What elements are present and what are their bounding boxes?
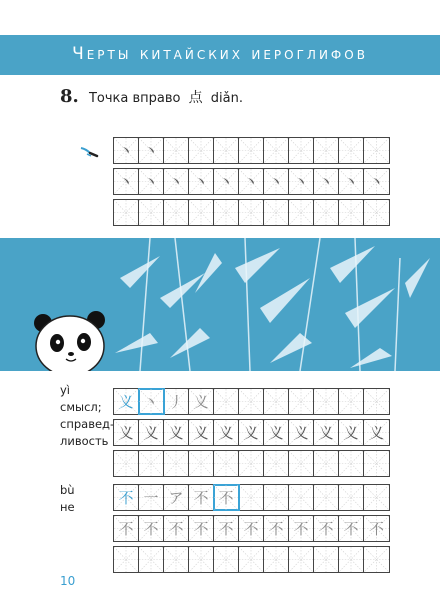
stroke-direction-icon xyxy=(78,144,100,158)
practice-cell xyxy=(114,516,139,541)
practice-cell xyxy=(114,169,139,194)
practice-cell xyxy=(339,547,364,572)
practice-cell xyxy=(289,516,314,541)
practice-cell xyxy=(214,516,239,541)
practice-cell xyxy=(164,516,189,541)
practice-glyph: 不 xyxy=(193,520,209,538)
practice-cell xyxy=(139,389,164,414)
practice-glyph: 不 xyxy=(118,489,134,507)
practice-glyph: 义 xyxy=(293,424,309,442)
practice-glyph: 义 xyxy=(343,424,359,442)
practice-cell xyxy=(139,516,164,541)
practice-cell xyxy=(164,451,189,476)
practice-cell xyxy=(114,485,139,510)
practice-cell xyxy=(339,200,364,225)
practice-cell xyxy=(364,389,389,414)
practice-cell xyxy=(264,169,289,194)
practice-grid-dot-row-1 xyxy=(113,137,390,164)
practice-glyph: 不 xyxy=(318,520,334,538)
practice-glyph: 义 xyxy=(318,424,334,442)
practice-cell xyxy=(214,200,239,225)
practice-cell xyxy=(289,547,314,572)
practice-cell xyxy=(164,420,189,445)
practice-glyph: 丶 xyxy=(193,173,209,191)
practice-cell xyxy=(289,451,314,476)
practice-glyph: 不 xyxy=(118,520,134,538)
page-title: Черты китайских иероглифов xyxy=(72,44,368,64)
practice-cell xyxy=(314,485,339,510)
lesson-text: Точка вправо xyxy=(88,91,181,106)
practice-cell xyxy=(139,200,164,225)
practice-cell xyxy=(264,389,289,414)
practice-cell xyxy=(189,138,214,163)
practice-cell xyxy=(264,451,289,476)
word-meaning: смысл; xyxy=(60,400,102,414)
practice-cell xyxy=(239,200,264,225)
practice-glyph: 不 xyxy=(243,520,259,538)
practice-glyph: 一 xyxy=(143,489,159,507)
practice-glyph: 义 xyxy=(218,424,234,442)
practice-cell xyxy=(189,547,214,572)
practice-cell xyxy=(314,451,339,476)
practice-cell xyxy=(314,516,339,541)
practice-glyph: 丶 xyxy=(143,173,159,191)
practice-grid-yi-row-2 xyxy=(113,419,390,446)
practice-cell xyxy=(339,138,364,163)
practice-cell xyxy=(164,485,189,510)
practice-cell xyxy=(164,547,189,572)
practice-cell xyxy=(214,420,239,445)
practice-glyph: 不 xyxy=(368,520,384,538)
practice-cell xyxy=(139,138,164,163)
practice-cell xyxy=(139,547,164,572)
practice-glyph: 义 xyxy=(143,424,159,442)
lesson-hanzi: 点 xyxy=(188,90,203,106)
practice-cell xyxy=(314,138,339,163)
practice-cell xyxy=(239,420,264,445)
lesson-heading xyxy=(60,86,243,107)
practice-cell xyxy=(114,200,139,225)
practice-cell xyxy=(214,138,239,163)
practice-cell xyxy=(239,547,264,572)
practice-glyph: 丶 xyxy=(268,173,284,191)
practice-cell xyxy=(189,451,214,476)
lesson-pinyin: diǎn. xyxy=(210,91,243,106)
practice-glyph: 义 xyxy=(268,424,284,442)
practice-grid-bu-row-2 xyxy=(113,515,390,542)
practice-grid-dot-row-2 xyxy=(113,168,390,195)
practice-glyph: ア xyxy=(168,489,184,507)
practice-cell xyxy=(239,485,264,510)
title-banner xyxy=(0,35,440,75)
practice-cell xyxy=(239,451,264,476)
practice-cell xyxy=(164,389,189,414)
practice-glyph: 义 xyxy=(193,424,209,442)
practice-cell xyxy=(214,451,239,476)
panda-bamboo-illustration xyxy=(0,238,440,371)
practice-cell xyxy=(314,547,339,572)
practice-glyph: 丶 xyxy=(143,142,159,160)
practice-glyph: 丶 xyxy=(318,173,334,191)
practice-cell xyxy=(214,485,239,510)
practice-cell xyxy=(339,516,364,541)
practice-cell xyxy=(364,420,389,445)
word-pinyin: bù xyxy=(60,483,75,497)
practice-cell xyxy=(364,451,389,476)
practice-glyph: 丶 xyxy=(118,142,134,160)
practice-glyph: 不 xyxy=(168,520,184,538)
practice-glyph: 丶 xyxy=(218,173,234,191)
word-label-yi xyxy=(60,382,114,450)
word-pinyin: yì xyxy=(60,383,71,397)
practice-cell xyxy=(264,547,289,572)
practice-cell xyxy=(139,420,164,445)
practice-cell xyxy=(364,516,389,541)
practice-cell xyxy=(189,485,214,510)
practice-cell xyxy=(314,169,339,194)
practice-cell xyxy=(289,200,314,225)
practice-cell xyxy=(364,200,389,225)
practice-glyph: 义 xyxy=(118,424,134,442)
practice-cell xyxy=(139,451,164,476)
practice-cell xyxy=(239,169,264,194)
practice-cell xyxy=(239,138,264,163)
practice-cell xyxy=(339,420,364,445)
practice-glyph: 不 xyxy=(218,489,234,507)
practice-cell xyxy=(164,200,189,225)
practice-cell xyxy=(314,420,339,445)
practice-cell xyxy=(289,389,314,414)
practice-cell xyxy=(114,389,139,414)
practice-glyph: 义 xyxy=(243,424,259,442)
practice-glyph: 不 xyxy=(193,489,209,507)
page-number: 10 xyxy=(60,574,76,588)
word-label-bu xyxy=(60,482,75,516)
practice-cell xyxy=(164,169,189,194)
practice-cell xyxy=(189,389,214,414)
practice-grid-bu-row-3 xyxy=(113,546,390,573)
practice-cell xyxy=(339,389,364,414)
word-meaning: не xyxy=(60,500,75,514)
practice-glyph: 丶 xyxy=(343,173,359,191)
practice-glyph: 义 xyxy=(168,424,184,442)
bamboo-icon xyxy=(0,238,440,371)
practice-cell xyxy=(239,516,264,541)
practice-cell xyxy=(114,547,139,572)
practice-cell xyxy=(314,200,339,225)
practice-cell xyxy=(214,389,239,414)
practice-cell xyxy=(289,138,314,163)
practice-glyph: 丶 xyxy=(243,173,259,191)
practice-glyph: 不 xyxy=(343,520,359,538)
practice-cell xyxy=(164,138,189,163)
practice-cell xyxy=(264,516,289,541)
practice-cell xyxy=(364,547,389,572)
practice-cell xyxy=(289,169,314,194)
practice-cell xyxy=(189,516,214,541)
practice-grid-yi-row-3 xyxy=(113,450,390,477)
word-meaning: справед- xyxy=(60,417,115,431)
practice-cell xyxy=(214,169,239,194)
practice-cell xyxy=(264,420,289,445)
practice-cell xyxy=(264,138,289,163)
practice-cell xyxy=(339,485,364,510)
practice-cell xyxy=(139,485,164,510)
practice-cell xyxy=(264,485,289,510)
practice-cell xyxy=(364,485,389,510)
practice-cell xyxy=(289,420,314,445)
practice-glyph: 不 xyxy=(218,520,234,538)
practice-cell xyxy=(339,451,364,476)
practice-cell xyxy=(139,169,164,194)
practice-glyph: 丶 xyxy=(168,173,184,191)
practice-glyph: 不 xyxy=(293,520,309,538)
practice-cell xyxy=(189,420,214,445)
practice-glyph: 义 xyxy=(193,393,209,411)
practice-cell xyxy=(189,169,214,194)
word-meaning: ливость xyxy=(60,434,109,448)
practice-cell xyxy=(239,389,264,414)
practice-grid-dot-row-3 xyxy=(113,199,390,226)
practice-glyph: 丶 xyxy=(143,393,159,411)
practice-cell xyxy=(114,451,139,476)
practice-cell xyxy=(114,420,139,445)
practice-cell xyxy=(314,389,339,414)
practice-glyph: 丶 xyxy=(293,173,309,191)
practice-cell xyxy=(364,138,389,163)
practice-cell xyxy=(339,169,364,194)
practice-grid-yi-row-1 xyxy=(113,388,390,415)
practice-cell xyxy=(364,169,389,194)
practice-glyph: 丶 xyxy=(118,173,134,191)
practice-cell xyxy=(189,200,214,225)
practice-grid-bu-row-1 xyxy=(113,484,390,511)
practice-glyph: 义 xyxy=(368,424,384,442)
practice-cell xyxy=(264,200,289,225)
practice-glyph: 丿 xyxy=(168,393,184,411)
practice-glyph: 义 xyxy=(118,393,134,411)
practice-cell xyxy=(214,547,239,572)
practice-glyph: 不 xyxy=(143,520,159,538)
practice-cell xyxy=(114,138,139,163)
lesson-number: 8. xyxy=(60,86,79,107)
practice-glyph: 丶 xyxy=(368,173,384,191)
practice-glyph: 不 xyxy=(268,520,284,538)
practice-cell xyxy=(289,485,314,510)
